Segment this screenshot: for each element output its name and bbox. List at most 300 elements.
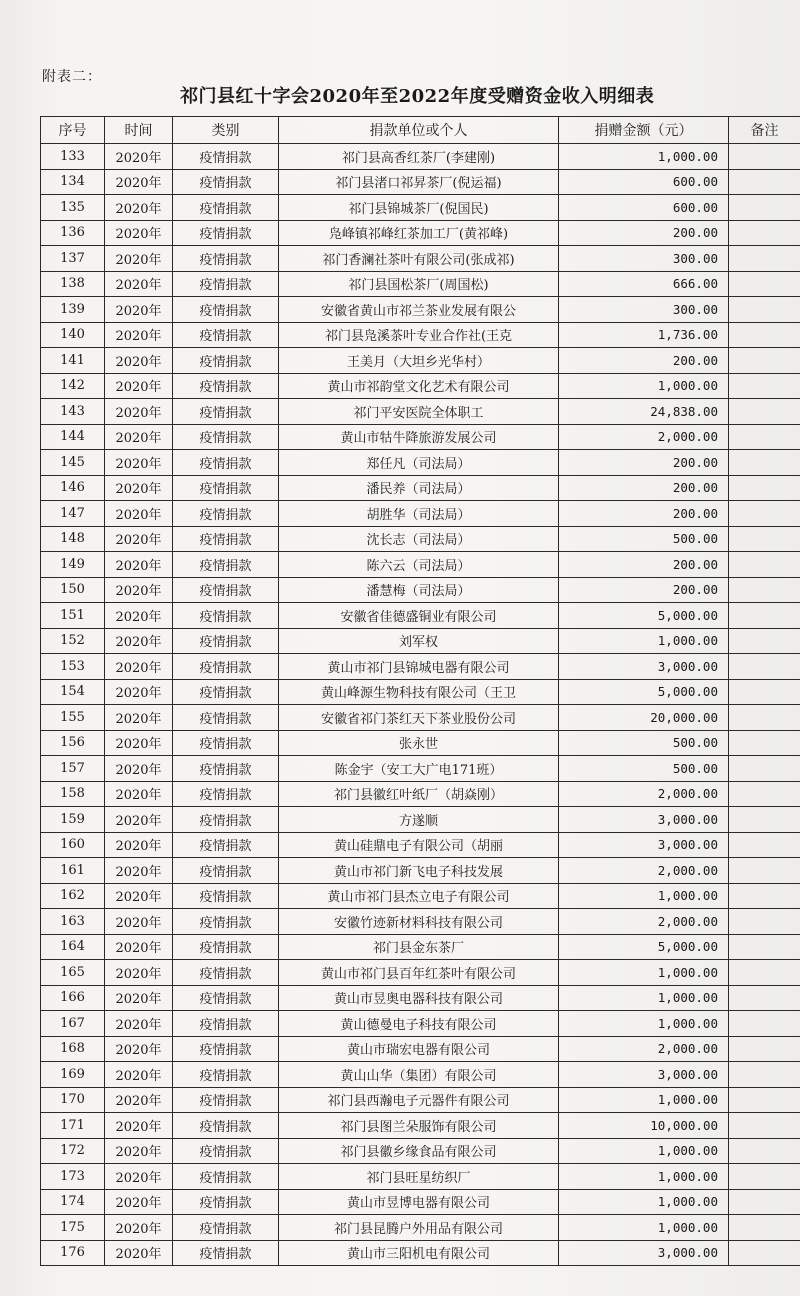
cell-time: 2020年	[105, 858, 173, 884]
table-row	[41, 373, 800, 399]
cell-time: 2020年	[105, 577, 173, 603]
cell-no: 149	[41, 552, 105, 578]
cell-time: 2020年	[105, 322, 173, 348]
cell-remark	[729, 348, 800, 374]
cell-donor: 祁门县徽乡缘食品有限公司	[279, 1138, 559, 1164]
cell-amount: 1,000.00	[559, 1189, 729, 1215]
cell-amount: 3,000.00	[559, 1240, 729, 1266]
cell-amount: 1,000.00	[559, 373, 729, 399]
cell-no: 173	[41, 1164, 105, 1190]
cell-time: 2020年	[105, 628, 173, 654]
cell-donor: 祁门县金东茶厂	[279, 934, 559, 960]
cell-category: 疫情捐款	[173, 271, 279, 297]
cell-remark	[729, 985, 800, 1011]
table-row	[41, 832, 800, 858]
cell-amount: 600.00	[559, 195, 729, 221]
cell-no: 172	[41, 1138, 105, 1164]
cell-category: 疫情捐款	[173, 577, 279, 603]
cell-no: 171	[41, 1113, 105, 1139]
table-row	[41, 195, 800, 221]
cell-time: 2020年	[105, 934, 173, 960]
cell-no: 153	[41, 654, 105, 680]
cell-category: 疫情捐款	[173, 475, 279, 501]
cell-donor: 黄山德曼电子科技有限公司	[279, 1011, 559, 1037]
cell-time: 2020年	[105, 475, 173, 501]
cell-time: 2020年	[105, 195, 173, 221]
cell-donor: 祁门县西瀚电子元器件有限公司	[279, 1087, 559, 1113]
table-row	[41, 246, 800, 272]
appendix-label: 附表二：	[42, 69, 102, 85]
table-row	[41, 730, 800, 756]
cell-category: 疫情捐款	[173, 679, 279, 705]
cell-no: 150	[41, 577, 105, 603]
cell-time: 2020年	[105, 730, 173, 756]
cell-time: 2020年	[105, 501, 173, 527]
cell-remark	[729, 1087, 800, 1113]
cell-category: 疫情捐款	[173, 1036, 279, 1062]
cell-donor: 祁门县昆腾户外用品有限公司	[279, 1215, 559, 1241]
table-row	[41, 475, 800, 501]
cell-remark	[729, 552, 800, 578]
cell-remark	[729, 679, 800, 705]
cell-time: 2020年	[105, 424, 173, 450]
table-row	[41, 883, 800, 909]
cell-donor: 黄山市祁门新飞电子科技发展	[279, 858, 559, 884]
cell-no: 135	[41, 195, 105, 221]
cell-donor: 黄山市祁门县锦城电器有限公司	[279, 654, 559, 680]
cell-category: 疫情捐款	[173, 985, 279, 1011]
cell-remark	[729, 960, 800, 986]
table-row	[41, 781, 800, 807]
cell-amount: 2,000.00	[559, 909, 729, 935]
cell-time: 2020年	[105, 144, 173, 170]
cell-amount: 20,000.00	[559, 705, 729, 731]
cell-amount: 2,000.00	[559, 1036, 729, 1062]
cell-amount: 1,000.00	[559, 985, 729, 1011]
cell-category: 疫情捐款	[173, 1062, 279, 1088]
cell-amount: 2,000.00	[559, 424, 729, 450]
cell-donor: 祁门县国松茶厂(周国松)	[279, 271, 559, 297]
cell-donor: 黄山硅鼎电子有限公司（胡丽	[279, 832, 559, 858]
cell-category: 疫情捐款	[173, 526, 279, 552]
cell-category: 疫情捐款	[173, 348, 279, 374]
cell-category: 疫情捐款	[173, 705, 279, 731]
cell-category: 疫情捐款	[173, 1138, 279, 1164]
cell-category: 疫情捐款	[173, 654, 279, 680]
table-row	[41, 297, 800, 323]
cell-no: 174	[41, 1189, 105, 1215]
cell-donor: 祁门平安医院全体职工	[279, 399, 559, 425]
cell-time: 2020年	[105, 781, 173, 807]
header-donor: 捐款单位或个人	[279, 117, 559, 144]
cell-remark	[729, 1240, 800, 1266]
cell-category: 疫情捐款	[173, 220, 279, 246]
cell-amount: 10,000.00	[559, 1113, 729, 1139]
table-row	[41, 654, 800, 680]
cell-no: 165	[41, 960, 105, 986]
cell-category: 疫情捐款	[173, 1087, 279, 1113]
cell-donor: 张永世	[279, 730, 559, 756]
cell-amount: 3,000.00	[559, 807, 729, 833]
cell-time: 2020年	[105, 679, 173, 705]
cell-remark	[729, 603, 800, 629]
cell-amount: 200.00	[559, 501, 729, 527]
cell-donor: 黄山市三阳机电有限公司	[279, 1240, 559, 1266]
cell-remark	[729, 807, 800, 833]
cell-amount: 3,000.00	[559, 654, 729, 680]
cell-remark	[729, 1189, 800, 1215]
cell-time: 2020年	[105, 883, 173, 909]
table-row	[41, 756, 800, 782]
cell-amount: 300.00	[559, 297, 729, 323]
cell-amount: 300.00	[559, 246, 729, 272]
cell-time: 2020年	[105, 1011, 173, 1037]
cell-time: 2020年	[105, 1036, 173, 1062]
cell-donor: 黄山市牯牛降旅游发展公司	[279, 424, 559, 450]
cell-remark	[729, 1062, 800, 1088]
cell-donor: 祁门县徽红叶纸厂（胡焱刚）	[279, 781, 559, 807]
table-row	[41, 348, 800, 374]
table-row	[41, 628, 800, 654]
cell-remark	[729, 144, 800, 170]
cell-amount: 200.00	[559, 450, 729, 476]
cell-no: 142	[41, 373, 105, 399]
cell-donor: 黄山市祁门县百年红茶叶有限公司	[279, 960, 559, 986]
cell-amount: 1,000.00	[559, 1011, 729, 1037]
cell-time: 2020年	[105, 246, 173, 272]
cell-no: 141	[41, 348, 105, 374]
cell-time: 2020年	[105, 603, 173, 629]
cell-no: 158	[41, 781, 105, 807]
table-row	[41, 909, 800, 935]
cell-time: 2020年	[105, 807, 173, 833]
cell-remark	[729, 705, 800, 731]
donation-table	[40, 116, 800, 1266]
cell-donor: 沈长志（司法局）	[279, 526, 559, 552]
cell-amount: 1,000.00	[559, 883, 729, 909]
cell-amount: 2,000.00	[559, 781, 729, 807]
cell-time: 2020年	[105, 756, 173, 782]
cell-time: 2020年	[105, 169, 173, 195]
cell-remark	[729, 730, 800, 756]
cell-remark	[729, 526, 800, 552]
table-row	[41, 450, 800, 476]
cell-remark	[729, 858, 800, 884]
cell-remark	[729, 399, 800, 425]
cell-donor: 祁门县锦城茶厂(倪国民)	[279, 195, 559, 221]
table-body	[41, 144, 800, 1266]
cell-no: 145	[41, 450, 105, 476]
cell-amount: 5,000.00	[559, 603, 729, 629]
cell-remark	[729, 322, 800, 348]
cell-amount: 1,000.00	[559, 1087, 729, 1113]
header-row	[41, 117, 800, 144]
cell-time: 2020年	[105, 552, 173, 578]
cell-donor: 安徽省佳德盛铜业有限公司	[279, 603, 559, 629]
cell-donor: 黄山市昱奥电器科技有限公司	[279, 985, 559, 1011]
cell-category: 疫情捐款	[173, 832, 279, 858]
cell-remark	[729, 654, 800, 680]
cell-amount: 200.00	[559, 220, 729, 246]
cell-remark	[729, 475, 800, 501]
cell-no: 164	[41, 934, 105, 960]
cell-category: 疫情捐款	[173, 1164, 279, 1190]
cell-amount: 24,838.00	[559, 399, 729, 425]
cell-amount: 1,000.00	[559, 1138, 729, 1164]
cell-no: 176	[41, 1240, 105, 1266]
cell-amount: 666.00	[559, 271, 729, 297]
table-row	[41, 322, 800, 348]
cell-no: 139	[41, 297, 105, 323]
cell-category: 疫情捐款	[173, 399, 279, 425]
cell-donor: 安徽省黄山市祁兰茶业发展有限公	[279, 297, 559, 323]
table-row	[41, 679, 800, 705]
cell-donor: 黄山市祁门县杰立电子有限公司	[279, 883, 559, 909]
cell-no: 169	[41, 1062, 105, 1088]
cell-donor: 黄山峰源生物科技有限公司（王卫	[279, 679, 559, 705]
table-row	[41, 705, 800, 731]
cell-category: 疫情捐款	[173, 169, 279, 195]
cell-no: 170	[41, 1087, 105, 1113]
cell-time: 2020年	[105, 832, 173, 858]
table-row	[41, 220, 800, 246]
cell-category: 疫情捐款	[173, 424, 279, 450]
table-row	[41, 1113, 800, 1139]
cell-donor: 黄山市祁韵堂文化艺术有限公司	[279, 373, 559, 399]
page-title: 祁门县红十字会2020年至2022年度受赠资金收入明细表	[180, 86, 655, 107]
cell-time: 2020年	[105, 1062, 173, 1088]
cell-time: 2020年	[105, 705, 173, 731]
cell-time: 2020年	[105, 1164, 173, 1190]
cell-remark	[729, 756, 800, 782]
cell-amount: 1,000.00	[559, 960, 729, 986]
table-row	[41, 526, 800, 552]
table-row	[41, 960, 800, 986]
cell-no: 133	[41, 144, 105, 170]
cell-no: 138	[41, 271, 105, 297]
header-category: 类别	[173, 117, 279, 144]
cell-donor: 祁门县图兰朵服饰有限公司	[279, 1113, 559, 1139]
header-remark: 备注	[729, 117, 800, 144]
cell-remark	[729, 1011, 800, 1037]
cell-remark	[729, 1138, 800, 1164]
cell-category: 疫情捐款	[173, 858, 279, 884]
cell-remark	[729, 424, 800, 450]
cell-no: 163	[41, 909, 105, 935]
cell-amount: 200.00	[559, 552, 729, 578]
cell-no: 162	[41, 883, 105, 909]
table-row	[41, 1215, 800, 1241]
cell-remark	[729, 832, 800, 858]
header-no: 序号	[41, 117, 105, 144]
cell-time: 2020年	[105, 348, 173, 374]
cell-donor: 祁门县凫溪茶叶专业合作社(王克	[279, 322, 559, 348]
cell-no: 140	[41, 322, 105, 348]
table-row	[41, 1240, 800, 1266]
cell-time: 2020年	[105, 373, 173, 399]
table-row	[41, 1062, 800, 1088]
cell-donor: 安徽省祁门茶红天下茶业股份公司	[279, 705, 559, 731]
cell-category: 疫情捐款	[173, 1240, 279, 1266]
cell-category: 疫情捐款	[173, 552, 279, 578]
table-row	[41, 985, 800, 1011]
table-row	[41, 1036, 800, 1062]
cell-donor: 刘军权	[279, 628, 559, 654]
cell-no: 167	[41, 1011, 105, 1037]
cell-category: 疫情捐款	[173, 246, 279, 272]
cell-amount: 1,000.00	[559, 628, 729, 654]
cell-no: 148	[41, 526, 105, 552]
cell-no: 175	[41, 1215, 105, 1241]
cell-remark	[729, 934, 800, 960]
cell-no: 154	[41, 679, 105, 705]
table-row	[41, 144, 800, 170]
cell-amount: 1,000.00	[559, 1215, 729, 1241]
cell-no: 161	[41, 858, 105, 884]
cell-donor: 黄山市瑞宏电器有限公司	[279, 1036, 559, 1062]
cell-remark	[729, 297, 800, 323]
cell-time: 2020年	[105, 399, 173, 425]
cell-time: 2020年	[105, 960, 173, 986]
cell-donor: 陈六云（司法局）	[279, 552, 559, 578]
cell-category: 疫情捐款	[173, 756, 279, 782]
table-row	[41, 934, 800, 960]
cell-remark	[729, 883, 800, 909]
cell-donor: 方遂顺	[279, 807, 559, 833]
cell-amount: 2,000.00	[559, 858, 729, 884]
table-row	[41, 603, 800, 629]
cell-time: 2020年	[105, 654, 173, 680]
cell-category: 疫情捐款	[173, 603, 279, 629]
table-row	[41, 169, 800, 195]
cell-time: 2020年	[105, 1138, 173, 1164]
cell-remark	[729, 909, 800, 935]
cell-amount: 3,000.00	[559, 1062, 729, 1088]
cell-remark	[729, 628, 800, 654]
cell-remark	[729, 246, 800, 272]
cell-category: 疫情捐款	[173, 1215, 279, 1241]
cell-no: 155	[41, 705, 105, 731]
cell-no: 151	[41, 603, 105, 629]
cell-amount: 200.00	[559, 348, 729, 374]
cell-category: 疫情捐款	[173, 1011, 279, 1037]
cell-time: 2020年	[105, 1189, 173, 1215]
cell-category: 疫情捐款	[173, 730, 279, 756]
cell-remark	[729, 220, 800, 246]
cell-amount: 200.00	[559, 475, 729, 501]
cell-no: 137	[41, 246, 105, 272]
cell-no: 143	[41, 399, 105, 425]
cell-remark	[729, 781, 800, 807]
cell-category: 疫情捐款	[173, 934, 279, 960]
cell-time: 2020年	[105, 526, 173, 552]
cell-donor: 凫峰镇祁峰红茶加工厂(黄祁峰)	[279, 220, 559, 246]
cell-no: 156	[41, 730, 105, 756]
cell-remark	[729, 169, 800, 195]
cell-time: 2020年	[105, 271, 173, 297]
cell-amount: 3,000.00	[559, 832, 729, 858]
cell-donor: 祁门香澜社茶叶有限公司(张成祁)	[279, 246, 559, 272]
cell-time: 2020年	[105, 220, 173, 246]
table-row	[41, 807, 800, 833]
cell-no: 168	[41, 1036, 105, 1062]
cell-time: 2020年	[105, 297, 173, 323]
cell-remark	[729, 577, 800, 603]
cell-amount: 600.00	[559, 169, 729, 195]
cell-category: 疫情捐款	[173, 373, 279, 399]
cell-time: 2020年	[105, 1240, 173, 1266]
cell-category: 疫情捐款	[173, 297, 279, 323]
table-row	[41, 424, 800, 450]
cell-remark	[729, 1164, 800, 1190]
cell-remark	[729, 195, 800, 221]
cell-remark	[729, 1036, 800, 1062]
cell-amount: 500.00	[559, 730, 729, 756]
cell-donor: 郑任凡（司法局）	[279, 450, 559, 476]
cell-no: 136	[41, 220, 105, 246]
table-row	[41, 1087, 800, 1113]
cell-category: 疫情捐款	[173, 628, 279, 654]
cell-no: 160	[41, 832, 105, 858]
table-row	[41, 501, 800, 527]
cell-category: 疫情捐款	[173, 781, 279, 807]
cell-time: 2020年	[105, 1087, 173, 1113]
cell-amount: 1,000.00	[559, 1164, 729, 1190]
cell-donor: 王美月（大坦乡光华村）	[279, 348, 559, 374]
cell-donor: 潘民养（司法局）	[279, 475, 559, 501]
cell-time: 2020年	[105, 1215, 173, 1241]
table-row	[41, 552, 800, 578]
cell-time: 2020年	[105, 985, 173, 1011]
cell-time: 2020年	[105, 909, 173, 935]
table-row	[41, 858, 800, 884]
header-amount: 捐赠金额（元）	[559, 117, 729, 144]
cell-remark	[729, 501, 800, 527]
cell-donor: 祁门县旺星纺织厂	[279, 1164, 559, 1190]
cell-remark	[729, 1113, 800, 1139]
cell-category: 疫情捐款	[173, 450, 279, 476]
cell-category: 疫情捐款	[173, 501, 279, 527]
cell-amount: 1,736.00	[559, 322, 729, 348]
cell-donor: 祁门县渚口祁昇茶厂(倪运福)	[279, 169, 559, 195]
cell-remark	[729, 271, 800, 297]
cell-remark	[729, 373, 800, 399]
table-row	[41, 1138, 800, 1164]
table-row	[41, 577, 800, 603]
cell-category: 疫情捐款	[173, 1189, 279, 1215]
cell-donor: 陈金宇（安工大广电171班）	[279, 756, 559, 782]
cell-amount: 200.00	[559, 577, 729, 603]
cell-no: 157	[41, 756, 105, 782]
cell-no: 146	[41, 475, 105, 501]
cell-donor: 黄山山华（集团）有限公司	[279, 1062, 559, 1088]
cell-donor: 胡胜华（司法局）	[279, 501, 559, 527]
table-row	[41, 1011, 800, 1037]
table-row	[41, 1164, 800, 1190]
header-time: 时间	[105, 117, 173, 144]
cell-donor: 黄山市昱博电器有限公司	[279, 1189, 559, 1215]
cell-no: 166	[41, 985, 105, 1011]
cell-amount: 5,000.00	[559, 679, 729, 705]
cell-category: 疫情捐款	[173, 807, 279, 833]
cell-donor: 祁门县高香红茶厂(李建刚)	[279, 144, 559, 170]
table-row	[41, 271, 800, 297]
table-row	[41, 1189, 800, 1215]
cell-amount: 1,000.00	[559, 144, 729, 170]
cell-no: 144	[41, 424, 105, 450]
cell-no: 134	[41, 169, 105, 195]
cell-no: 152	[41, 628, 105, 654]
